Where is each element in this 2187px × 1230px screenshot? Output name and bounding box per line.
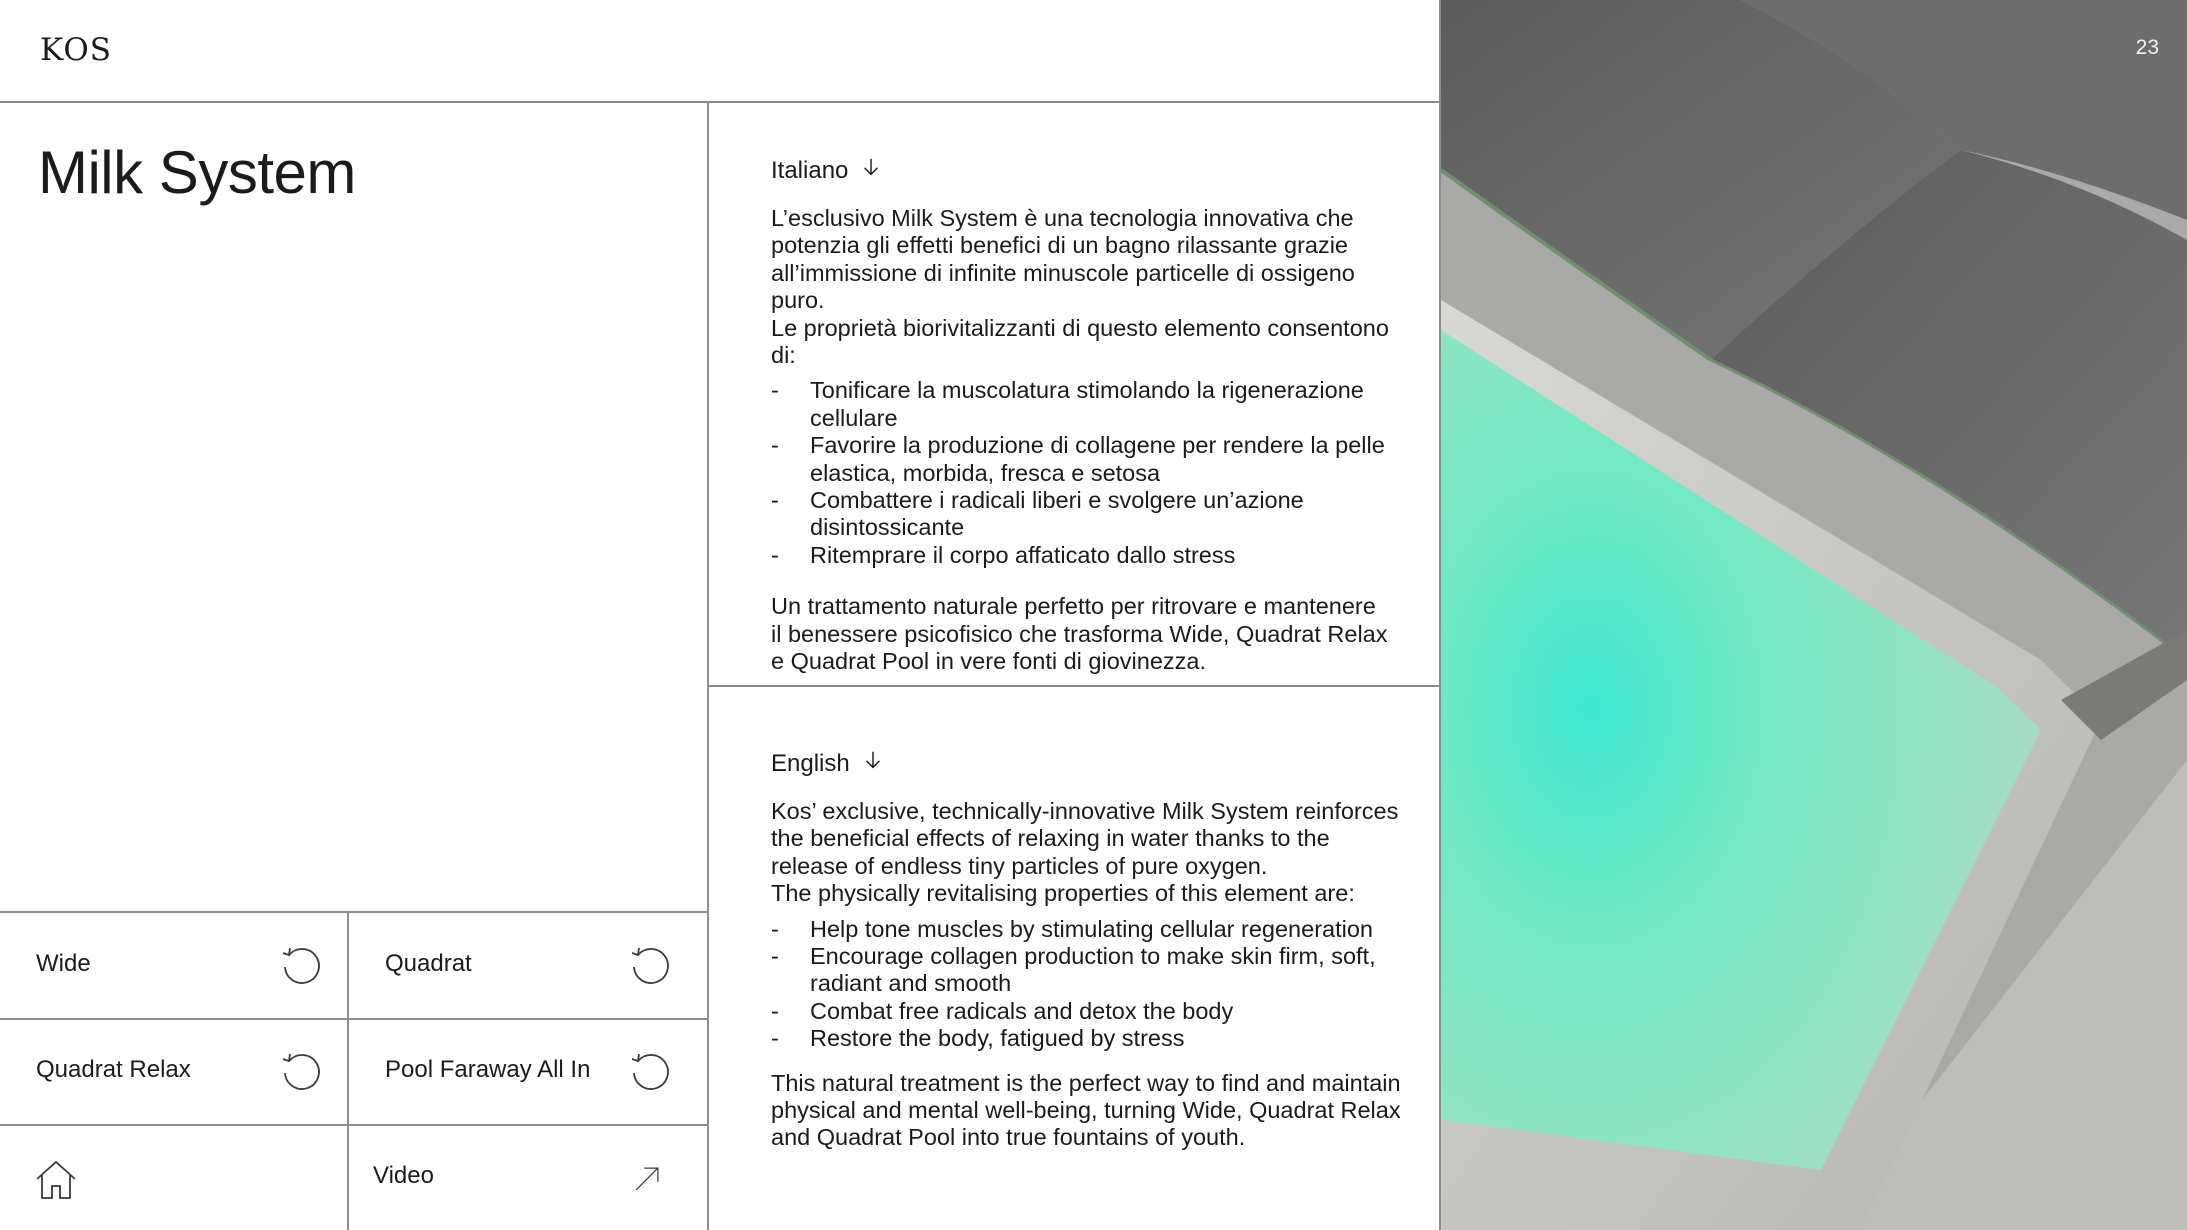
italian-benefits-list bbox=[771, 377, 1411, 569]
video-link[interactable] bbox=[349, 1126, 707, 1230]
column-divider bbox=[707, 101, 709, 1230]
italian-body bbox=[771, 205, 1411, 676]
rotate-360-icon[interactable] bbox=[628, 1049, 672, 1093]
nav-label-video: Video bbox=[373, 1162, 434, 1189]
list-item: - Combat free radicals and detox the body bbox=[771, 998, 1411, 1025]
nav-cell-wide[interactable] bbox=[0, 913, 347, 1018]
page-title: Milk System bbox=[38, 139, 356, 206]
home-button[interactable] bbox=[0, 1126, 347, 1230]
kos-logo[interactable]: KOS bbox=[40, 32, 112, 68]
header-divider bbox=[0, 101, 1441, 103]
italian-closing: Un trattamento naturale perfetto per ritrovare e mantenere il benessere psicofisico che trasforma Wide, Quadrat Relax e Quadrat Pool in vere fonti di giovinezza. bbox=[771, 593, 1388, 675]
arrow-down-icon bbox=[862, 749, 884, 778]
page-number: 23 bbox=[2135, 36, 2159, 59]
rotate-360-icon[interactable] bbox=[279, 1049, 323, 1093]
list-item: - Combattere i radicali liberi e svolgere un’azione disintossicante bbox=[771, 487, 1411, 542]
list-item: - Favorire la produzione di collagene per rendere la pelle elastica, morbida, fresca e setosa bbox=[771, 432, 1411, 487]
list-item: - Tonificare la muscolatura stimolando la rigenerazione cellulare bbox=[771, 377, 1411, 432]
italian-heading-label: Italiano bbox=[771, 156, 849, 184]
nav-label-pool-faraway: Pool Faraway All In bbox=[385, 1056, 591, 1083]
arrow-down-icon bbox=[860, 156, 882, 185]
language-divider bbox=[707, 685, 1441, 687]
list-item: - Encourage collagen production to make skin firm, soft, radiant and smooth bbox=[771, 943, 1411, 998]
nav-label-quadrat-relax: Quadrat Relax bbox=[36, 1056, 191, 1083]
rotate-360-icon[interactable] bbox=[628, 943, 672, 987]
nav-cell-pool-faraway[interactable] bbox=[349, 1020, 707, 1124]
product-photo bbox=[1441, 0, 2187, 1230]
nav-cell-quadrat-relax[interactable] bbox=[0, 1020, 347, 1124]
italian-heading[interactable] bbox=[771, 156, 882, 185]
nav-cell-quadrat[interactable] bbox=[349, 913, 707, 1018]
arrow-up-right-icon bbox=[632, 1164, 662, 1194]
list-item: - Restore the body, fatigued by stress bbox=[771, 1025, 1411, 1052]
nav-label-wide: Wide bbox=[36, 950, 91, 977]
rotate-360-icon[interactable] bbox=[279, 943, 323, 987]
list-item: - Help tone muscles by stimulating cellular regeneration bbox=[771, 916, 1411, 943]
home-icon bbox=[34, 1158, 78, 1202]
milk-system-pool-image bbox=[1441, 0, 2187, 1230]
english-body bbox=[771, 798, 1411, 1152]
english-intro: Kos’ exclusive, technically-innovative Milk System reinforces the beneficial effects of relaxing in water thanks to the release of endless tiny particles of pure oxygen. The physically revitalising properties of this element are: bbox=[771, 798, 1399, 907]
italian-intro: L’esclusivo Milk System è una tecnologia innovativa che potenzia gli effetti benefici di un bagno rilassante grazie all’immissione di infinite minuscole particelle di ossigeno puro. Le proprietà biorivitalizzanti di questo elemento consentono di: bbox=[771, 205, 1389, 369]
english-closing: This natural treatment is the perfect way to find and maintain physical and mental well-being, turning Wide, Quadrat Relax and Quadrat Pool into true fountains of youth. bbox=[771, 1069, 1401, 1151]
english-benefits-list bbox=[771, 916, 1411, 1053]
nav-label-quadrat: Quadrat bbox=[385, 950, 472, 977]
list-item: - Ritemprare il corpo affaticato dallo stress bbox=[771, 542, 1411, 569]
english-heading-label: English bbox=[771, 749, 850, 777]
english-heading[interactable] bbox=[771, 749, 884, 778]
